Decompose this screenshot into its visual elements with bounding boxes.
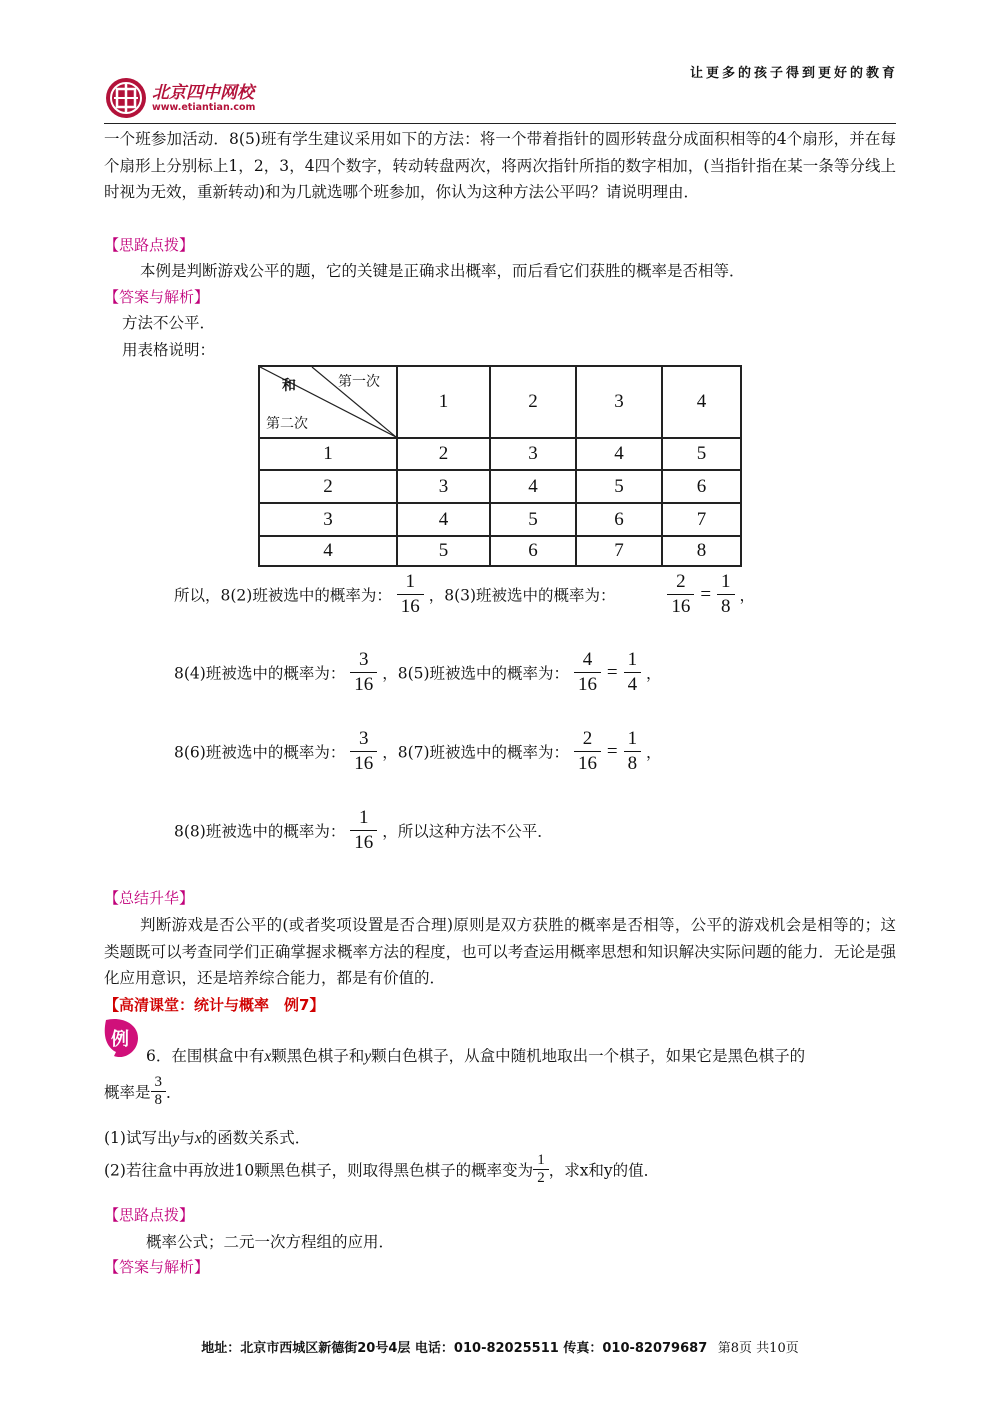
table-cell: 8 — [662, 536, 741, 566]
answer-table-intro: 用表格说明： — [122, 341, 216, 359]
fraction-numerator: 2 — [574, 727, 601, 752]
table-cell: 4 — [397, 503, 490, 536]
fraction-denominator: 16 — [354, 674, 374, 695]
question-text: 颗白色棋子，从盒中随机地取出一个棋子，如果它是黑色棋子的 — [371, 1047, 806, 1065]
prob-text: ，8(7)班被选中的概率为： — [382, 743, 570, 762]
question-text: 概率是 — [104, 1083, 151, 1102]
fraction-denominator: 2 — [537, 1170, 545, 1186]
question-text: (2)若往盒中再放进10颗黑色棋子，则取得黑色棋子的概率变为 — [104, 1161, 534, 1180]
fraction-numerator: 4 — [574, 648, 601, 673]
question-text: 6．在围棋盒中有 — [146, 1047, 265, 1065]
fraction-numerator: 3 — [350, 648, 377, 673]
fraction — [574, 648, 601, 697]
question-sub-1 — [104, 1126, 310, 1148]
probability-line-3 — [174, 727, 662, 776]
table-cell: 7 — [662, 503, 741, 536]
answer-tag: 【答案与解析】 — [104, 288, 210, 306]
variable-y: y — [364, 1048, 372, 1065]
table-cell: 5 — [397, 536, 490, 566]
question-text: 的函数关系式． — [201, 1129, 311, 1147]
row-header: 2 — [259, 470, 397, 503]
lesson-title: 【高清课堂：统计与概率 例7】 — [104, 996, 325, 1014]
equals-sign: = — [700, 583, 712, 605]
table-cell: 6 — [490, 536, 576, 566]
fraction-numerator: 1 — [533, 1152, 549, 1170]
variable-x: x — [194, 1130, 202, 1147]
probability-line-1 — [174, 570, 755, 619]
table-cell: 6 — [576, 503, 662, 536]
question-text: ． — [166, 1083, 182, 1102]
col-header: 3 — [576, 366, 662, 438]
fraction-denominator: 8 — [154, 1092, 163, 1108]
hint-tag: 【思路点拨】 — [104, 236, 195, 254]
prob-text: 8(8)班被选中的概率为： — [174, 822, 346, 841]
prob-text: ， — [739, 586, 755, 605]
table-cell: 6 — [662, 470, 741, 503]
fraction-denominator: 16 — [400, 596, 420, 617]
question-text: (1)试写出 — [104, 1129, 173, 1147]
table-cell: 2 — [397, 438, 490, 470]
fraction-denominator: 16 — [671, 596, 691, 617]
corner-label-first: 第一次 — [338, 374, 380, 390]
fraction-numerator: 3 — [151, 1074, 167, 1092]
fraction-denominator: 8 — [627, 753, 638, 774]
fraction-denominator: 16 — [577, 753, 597, 774]
fraction — [533, 1152, 549, 1187]
fraction-denominator: 16 — [354, 832, 374, 853]
table-row — [259, 470, 741, 503]
example-badge — [102, 1018, 140, 1060]
fraction-numerator: 2 — [667, 570, 694, 595]
row-header: 4 — [259, 536, 397, 566]
col-header: 4 — [662, 366, 741, 438]
fraction-numerator: 1 — [624, 648, 642, 673]
col-header: 2 — [490, 366, 576, 438]
table-cell: 5 — [490, 503, 576, 536]
table-cell: 3 — [490, 438, 576, 470]
header-slogan: 让更多的孩子得到更好的教育 — [689, 66, 898, 81]
table-cell: 5 — [662, 438, 741, 470]
table-cell: 7 — [576, 536, 662, 566]
prob-text: 8(4)班被选中的概率为： — [174, 664, 346, 683]
school-logo — [104, 74, 334, 124]
question-text: ，求x和y的值． — [548, 1161, 660, 1180]
prob-text: ，所以这种方法不公平． — [382, 822, 553, 841]
fraction — [350, 727, 377, 776]
table-header-row — [259, 366, 741, 438]
prob-text: 所以，8(2)班被选中的概率为： — [174, 586, 392, 605]
fraction — [350, 806, 377, 855]
prob-text: 8(6)班被选中的概率为： — [174, 743, 346, 762]
equals-sign: = — [606, 740, 618, 762]
probability-line-4 — [174, 806, 553, 855]
col-header: 1 — [397, 366, 490, 438]
sum-table — [258, 365, 742, 567]
page-footer — [0, 1337, 1000, 1356]
summary-tag: 【总结升华】 — [104, 889, 195, 907]
fraction — [350, 648, 377, 697]
fraction — [717, 570, 735, 619]
header-divider — [104, 123, 896, 124]
table-corner-cell — [259, 366, 397, 438]
fraction-denominator: 4 — [627, 674, 638, 695]
prob-text: ，8(5)班被选中的概率为： — [382, 664, 570, 683]
table-cell: 5 — [576, 470, 662, 503]
fraction — [151, 1074, 167, 1109]
table-row — [259, 503, 741, 536]
hint-text: 本例是判断游戏公平的题，它的关键是正确求出概率，而后看它们获胜的概率是否相等． — [140, 262, 745, 280]
question-line-1 — [146, 1044, 805, 1066]
fraction — [624, 648, 642, 697]
footer-page-number: 第8页 共10页 — [717, 1341, 799, 1356]
question-sub-2 — [104, 1152, 659, 1187]
example-badge-label: 例 — [111, 1029, 129, 1050]
logo-name: 北京四中网校 — [152, 83, 254, 103]
hint-tag: 【思路点拨】 — [104, 1206, 195, 1224]
table-row — [259, 438, 741, 470]
table-cell: 3 — [397, 470, 490, 503]
fraction-numerator: 1 — [397, 570, 424, 595]
row-header: 3 — [259, 503, 397, 536]
footer-address: 地址：北京市西城区新德街20号4层 电话：010-82025511 传真：010-82079687 — [201, 1341, 708, 1356]
variable-y: y — [172, 1130, 180, 1147]
hint-text: 概率公式；二元一次方程组的应用． — [146, 1233, 395, 1251]
fraction — [397, 570, 424, 619]
answer-tag: 【答案与解析】 — [104, 1258, 210, 1276]
prob-text: ， — [646, 743, 662, 762]
variable-x: x — [264, 1048, 272, 1065]
answer-conclusion: 方法不公平． — [122, 314, 216, 332]
question-text: 颗黑色棋子和 — [271, 1047, 365, 1065]
fraction-numerator: 3 — [350, 727, 377, 752]
summary-text: 判断游戏是否公平的(或者奖项设置是否合理)原则是双方获胜的概率是否相等，公平的游戏机会是相等的；这类题既可以考查同学们正确掌握求概率方法的程度，也可以考查运用概率思想和知识解决实际问题的能力．无论是强化应用意识，还是培养综合能力，都是有价值的． — [104, 916, 896, 987]
fraction-denominator: 16 — [577, 674, 597, 695]
question-line-2 — [104, 1074, 182, 1109]
table-cell: 4 — [490, 470, 576, 503]
row-header: 1 — [259, 438, 397, 470]
problem-intro: 一个班参加活动．8(5)班有学生建议采用如下的方法：将一个带着指针的圆形转盘分成面积相等的4个扇形，并在每个扇形上分别标上1，2，3，4四个数字，转动转盘两次，将两次指针所指的数字相加，(当指针指在某一条等分线上时视为无效，重新转动)和为几就选哪个班参加，你认为这种方法公平吗？请说明理由． — [104, 130, 896, 201]
prob-text: ， — [646, 664, 662, 683]
corner-label-sum: 和 — [282, 378, 296, 394]
fraction — [624, 727, 642, 776]
fraction-denominator: 16 — [354, 753, 374, 774]
fraction — [667, 570, 694, 619]
table-cell: 4 — [576, 438, 662, 470]
fraction-denominator: 8 — [721, 596, 731, 617]
question-text: 与 — [179, 1129, 195, 1147]
fraction-numerator: 1 — [717, 570, 735, 595]
logo-url: www.etiantian.com — [152, 102, 256, 113]
prob-text: ，8(3)班被选中的概率为： — [428, 586, 616, 605]
fraction — [574, 727, 601, 776]
corner-label-second: 第二次 — [266, 416, 308, 432]
fraction-numerator: 1 — [350, 806, 377, 831]
probability-line-2 — [174, 648, 662, 697]
table-row — [259, 536, 741, 566]
fraction-numerator: 1 — [624, 727, 642, 752]
equals-sign: = — [606, 661, 618, 683]
